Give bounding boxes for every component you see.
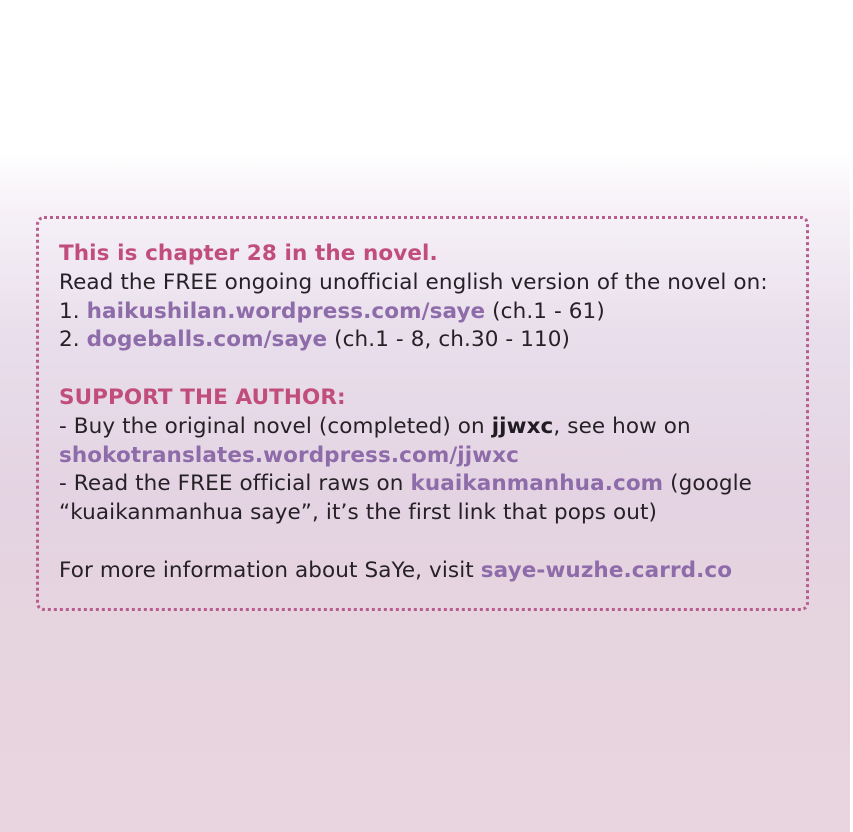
source-number: 2.: [59, 327, 87, 353]
source-range: (ch.1 - 8, ch.30 - 110): [327, 327, 571, 353]
source-item-2: [59, 326, 804, 355]
chapter-note: This is chapter 28 in the novel.: [59, 241, 438, 266]
support-buy-line: [59, 413, 804, 442]
buy-prefix: - Buy the original novel (completed) on: [59, 413, 492, 439]
source-link-haikushilan[interactable]: haikushilan.wordpress.com/saye: [86, 298, 486, 324]
spacer: [59, 355, 804, 384]
more-info-prefix: For more information about SaYe, visit: [59, 557, 481, 583]
source-link-dogeballs[interactable]: dogeballs.com/saye: [86, 327, 328, 353]
buy-suffix: , see how on: [553, 413, 691, 439]
buy-site: jjwxc: [491, 413, 554, 439]
source-number: 1.: [59, 298, 87, 324]
raws-link[interactable]: kuaikanmanhua.com: [410, 471, 664, 497]
info-content: [59, 240, 804, 586]
raws-prefix: - Read the FREE official raws on: [59, 471, 411, 497]
source-range: (ch.1 - 61): [485, 298, 605, 324]
spacer: [59, 528, 804, 557]
source-item-1: [59, 298, 804, 327]
raws-line-2: “kuaikanmanhua saye”, it’s the first link that pops out): [59, 500, 657, 526]
support-heading: SUPPORT THE AUTHOR:: [59, 384, 346, 410]
more-info-line: [59, 557, 804, 586]
read-intro: Read the FREE ongoing unofficial english version of the novel on:: [59, 269, 768, 295]
more-info-link[interactable]: saye-wuzhe.carrd.co: [480, 557, 733, 583]
buy-guide-link[interactable]: shokotranslates.wordpress.com/jjwxc: [59, 442, 520, 468]
support-raws-line: [59, 470, 804, 499]
raws-suffix: (google: [663, 471, 753, 497]
